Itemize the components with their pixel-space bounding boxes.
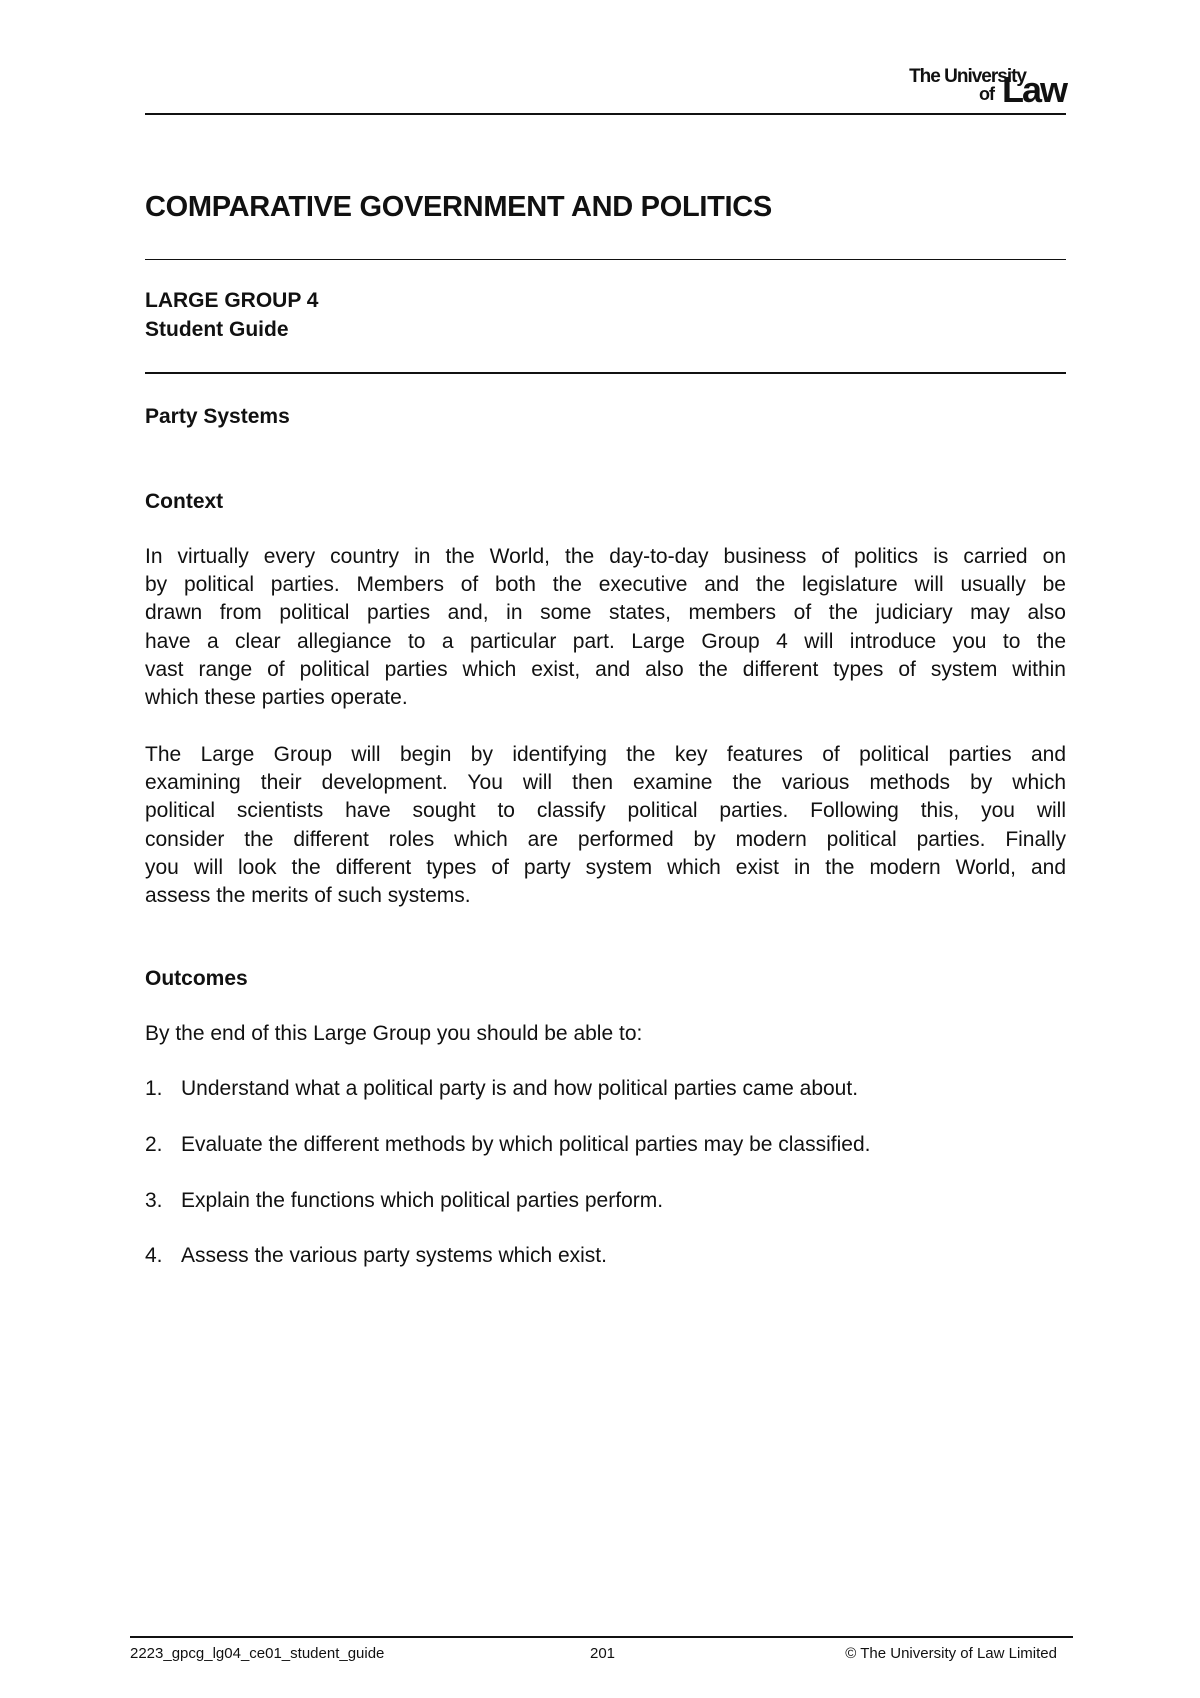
outcomes-heading: Outcomes [145, 967, 248, 990]
outcome-text: Understand what a political party is and how political parties came about. [181, 1077, 859, 1100]
paragraph-line: have a clear allegiance to a particular part. Large Group 4 will introduce you to the [145, 629, 1066, 653]
paragraph-line: you will look the different types of party system which exist in the modern World, and [145, 855, 1066, 879]
outcome-item [145, 1133, 870, 1157]
title-divider [145, 259, 1066, 260]
section-title: Party Systems [145, 405, 290, 428]
outcomes-lead: By the end of this Large Group you should be able to: [145, 1022, 643, 1045]
document-title: COMPARATIVE GOVERNMENT AND POLITICS [145, 191, 772, 223]
outcome-number: 3. [145, 1189, 163, 1212]
paragraph-line: examining their development. You will then examine the various methods by which [145, 771, 1066, 795]
guide-label: Student Guide [145, 318, 289, 341]
paragraph-line: vast range of political parties which exist, and also the different types of system within [145, 657, 1066, 681]
paragraph-line: by political parties. Members of both the executive and the legislature will usually be [145, 573, 1066, 597]
outcome-text: Evaluate the different methods by which political parties may be classified. [181, 1133, 871, 1156]
outcome-text: Explain the functions which political parties perform. [181, 1189, 664, 1212]
footer-rule [130, 1636, 1073, 1638]
paragraph-line: consider the different roles which are performed by modern political parties. Finally [145, 827, 1066, 851]
outcome-number: 4. [145, 1244, 163, 1267]
outcome-item [145, 1077, 858, 1101]
logo-line-3: Law [1001, 69, 1066, 110]
context-heading: Context [145, 490, 224, 513]
logo-line-2: of [979, 84, 994, 104]
context-paragraph-2 [145, 741, 1066, 910]
outcome-text: Assess the various party systems which exist. [181, 1244, 607, 1267]
logo-line-1: The University [909, 66, 1026, 87]
paragraph-line: In virtually every country in the World, the day-to-day business of politics is carried on [145, 545, 1066, 568]
footer-page-number: 201 [590, 1645, 616, 1662]
paragraph-line: drawn from political parties and, in some states, members of the judiciary may also [145, 601, 1066, 625]
group-label: LARGE GROUP 4 [145, 289, 319, 312]
context-paragraph-1 [145, 543, 1066, 712]
subtitle-divider [145, 372, 1066, 374]
document-page [145, 0, 1066, 1698]
paragraph-line: which these parties operate. [145, 685, 408, 709]
outcome-number: 1. [145, 1077, 163, 1100]
outcome-number: 2. [145, 1133, 163, 1156]
header-rule [145, 113, 1066, 115]
paragraph-line: assess the merits of such systems. [145, 883, 471, 907]
paragraph-line: political scientists have sought to classify political parties. Following this, you will [145, 799, 1066, 823]
footer-copyright: © The University of Law Limited [845, 1645, 1057, 1662]
paragraph-line: The Large Group will begin by identifying the key features of political parties and [145, 743, 1066, 766]
outcome-item [145, 1244, 607, 1268]
footer-document-code: 2223_gpcg_lg04_ce01_student_guide [130, 1645, 385, 1662]
university-of-law-logo [856, 62, 1066, 110]
outcome-item [145, 1189, 663, 1213]
